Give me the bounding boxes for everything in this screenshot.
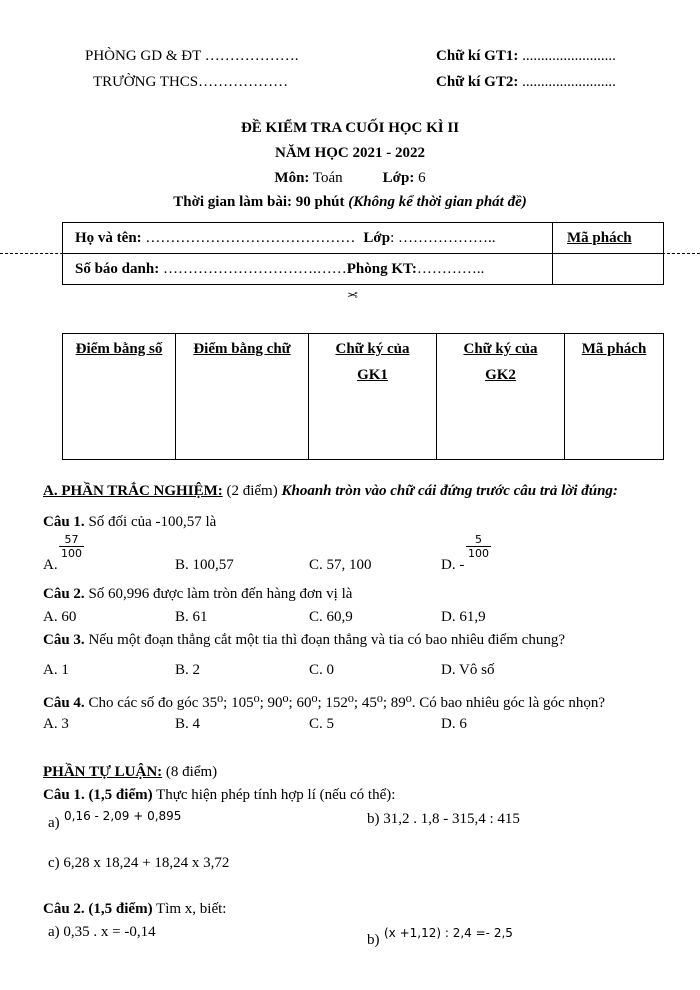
class-dots: : ……………….. — [390, 229, 496, 246]
q4-option-a: A. 3 — [43, 716, 69, 732]
q4-option-c: C. 5 — [309, 716, 335, 732]
q1-option-d-numerator: 5 — [475, 533, 482, 546]
subject-value: Toán — [309, 170, 343, 186]
examiner2-signature-dots: ......................... — [518, 74, 616, 90]
essay-question-2-text: Tìm x, biết: — [152, 901, 227, 917]
class-value: 6 — [414, 170, 426, 186]
name-label: Họ và tên: — [75, 229, 142, 246]
examiner2-signature-label: Chữ kí GT2: — [436, 74, 519, 90]
question-1-label: Câu 1. — [43, 514, 85, 530]
question-3-label: Câu 3. — [43, 632, 85, 648]
essay-q2-b-expression: (x +1,12) : 2,4 =- 2,5 — [384, 926, 513, 940]
examiner1-signature — [436, 48, 616, 65]
sbd-room-cell — [63, 254, 553, 285]
subject-label: Môn: — [274, 170, 310, 186]
question-4-label: Câu 4. — [43, 695, 85, 711]
essay-question-1 — [43, 787, 395, 804]
code-label: Mã phách — [553, 223, 664, 254]
essay-q1-c: c) 6,28 x 18,24 + 18,24 x 3,72 — [48, 855, 230, 871]
q2-option-b: B. 61 — [175, 609, 208, 625]
question-4-text: Cho các số đo góc 35⁰; 105⁰; 90⁰; 60⁰; 152⁰; 45⁰; 89⁰. Có bao nhiêu góc là góc nhọn? — [84, 695, 606, 711]
q3-option-c: C. 0 — [309, 662, 335, 678]
essay-q1-a-label: a) — [48, 815, 60, 831]
part-b-heading — [43, 764, 217, 781]
examiner2-signature — [436, 74, 616, 91]
examiner2-header-line2: GK2 — [485, 367, 516, 383]
q3-option-d: D. Vô số — [441, 662, 495, 678]
room-label: Phòng KT: — [346, 260, 417, 277]
q3-option-b: B. 2 — [175, 662, 201, 678]
q2-option-d: D. 61,9 — [441, 609, 486, 625]
q1-option-c: C. 57, 100 — [309, 557, 372, 573]
name-class-cell — [63, 223, 553, 254]
essay-question-1-label: Câu 1 — [43, 787, 81, 803]
part-a-instruction: Khoanh tròn vào chữ cái đứng trước câu trả lời đúng: — [281, 483, 618, 499]
part-a-title: A. PHẦN TRẮC NGHIỆM: — [43, 483, 223, 499]
code-header: Mã phách — [565, 334, 664, 460]
part-b-points: (8 điểm) — [162, 764, 218, 780]
question-1-text: Số đối của -100,57 là — [84, 514, 217, 530]
q3-option-a: A. 1 — [43, 662, 69, 678]
q1-option-b: B. 100,57 — [175, 557, 234, 573]
class-label: Lớp: — [382, 170, 415, 186]
examiner1-signature-label: Chữ kí GT1: — [436, 48, 519, 64]
time-label: Thời gian làm bài: 90 phút — [173, 194, 349, 210]
score-number-header: Điểm bằng số — [63, 334, 176, 460]
essay-question-2-label: Câu 2. (1,5 điểm) — [43, 901, 153, 917]
question-2 — [43, 586, 352, 603]
part-a-points: (2 điểm) — [222, 483, 282, 499]
code-cell — [553, 254, 664, 285]
q1-option-d-prefix: D. - — [441, 557, 465, 573]
score-words-header: Điểm bằng chữ — [176, 334, 309, 460]
q2-option-c: C. 60,9 — [309, 609, 353, 625]
question-3 — [43, 632, 565, 649]
time-note: (Không kể thời gian phát đề) — [348, 194, 527, 210]
essay-q1-b: b) 31,2 . 1,8 - 315,4 : 415 — [367, 811, 520, 827]
part-a-heading — [43, 483, 618, 500]
essay-question-1-text: Thực hiện phép tính hợp lí (nếu có thể): — [152, 787, 396, 803]
examiner1-header-line2: GK1 — [357, 367, 388, 383]
time-line — [0, 194, 700, 211]
q1-option-d-denominator: 100 — [468, 547, 489, 560]
class-field-label: Lớp — [363, 229, 391, 246]
q4-option-d: D. 6 — [441, 716, 467, 732]
part-b-title: PHẦN TỰ LUẬN: — [43, 764, 163, 780]
question-2-text: Số 60,996 được làm tròn đến hàng đơn vị là — [84, 586, 353, 602]
question-1 — [43, 514, 216, 531]
question-3-text: Nếu một đoạn thẳng cắt một tia thì đoạn thẳng và tia có bao nhiêu điểm chung? — [84, 632, 565, 648]
sbd-dots: ………………………….…… — [159, 260, 347, 277]
essay-q2-b-label: b) — [367, 932, 380, 948]
essay-q1-a-expression: 0,16 - 2,09 + 0,895 — [64, 809, 182, 823]
question-4 — [43, 693, 605, 712]
examiner1-header — [309, 334, 437, 460]
examiner1-header-line1: Chữ ký của — [335, 341, 410, 357]
name-dots: …………………………………… — [141, 229, 356, 246]
scissors-icon: ✂ — [347, 286, 358, 301]
department-label: PHÒNG GD & ĐT ………………. — [85, 48, 299, 64]
school-label: TRƯỜNG THCS……………… — [93, 74, 289, 90]
essay-question-2 — [43, 901, 226, 918]
room-dots: ………….. — [416, 260, 485, 277]
q4-option-b: B. 4 — [175, 716, 201, 732]
q1-option-a-fraction — [59, 533, 84, 560]
q2-option-a: A. 60 — [43, 609, 77, 625]
examiner2-header-line1: Chữ ký của — [463, 341, 538, 357]
question-2-label: Câu 2. — [43, 586, 85, 602]
q1-option-a-denominator: 100 — [61, 547, 82, 560]
q1-option-a-prefix: A. — [43, 557, 58, 573]
essay-question-1-points: . (1,5 điểm) — [80, 787, 153, 803]
school-year: NĂM HỌC 2021 - 2022 — [275, 145, 425, 161]
q1-option-a-numerator: 57 — [64, 533, 79, 546]
subject-class-line — [0, 170, 700, 187]
examiner1-signature-dots: ......................... — [518, 48, 616, 64]
exam-title: ĐỀ KIỂM TRA CUỐI HỌC KÌ II — [240, 120, 460, 136]
score-table — [62, 333, 664, 460]
essay-q2-a: a) 0,35 . x = -0,14 — [48, 924, 156, 940]
sbd-label: Số báo danh: — [75, 260, 160, 277]
q1-option-d-fraction — [466, 533, 491, 560]
examiner2-header — [437, 334, 565, 460]
cut-line — [0, 253, 700, 254]
